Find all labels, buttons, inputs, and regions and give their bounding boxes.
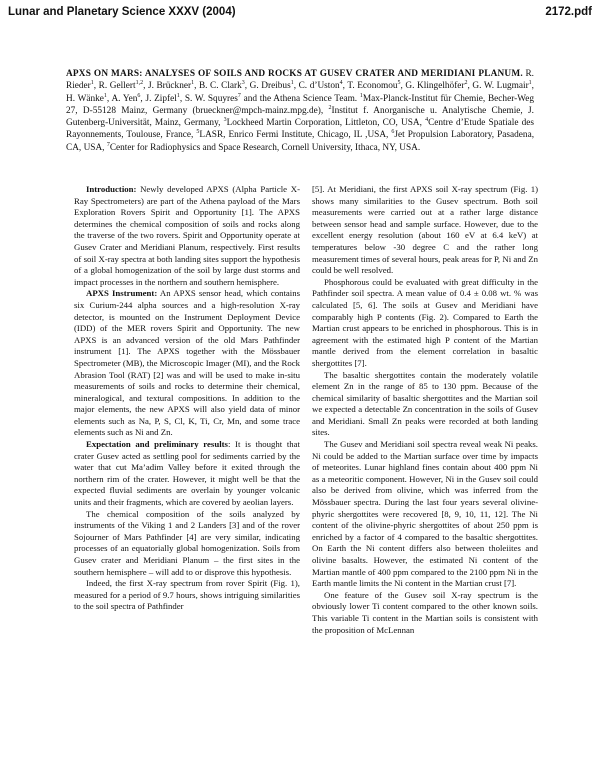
affiliation-text: Lockheed Martin Corporation, Littleton, CO, USA, xyxy=(226,118,422,129)
author-affiliation-mark: 1 xyxy=(176,92,180,99)
affiliation-mark: 4 xyxy=(425,117,429,124)
affiliation-text: LASR, Enrico Fermi Institute, Chicago, IL ,USA, xyxy=(199,130,389,141)
paragraph-text: The Gusev and Meridiani soil spectra reveal weak Ni peaks. Ni could be added to the Martian surface over time by impacts of meteorites. Lunar highland fines contain about 400 ppm Ni as a meteoritic component. However, Ni in the Gusev soil could also be derived from olivine, which was inferred from the Mössbauer spectra. During the last four years several olivine-phyric shergottites were recovered [8, 9, 10, 11, 12]. The Ni content of the olivine-phyric shergottites of about 250 ppm is enriched by a factor of 4 compared to the basaltic shergottites. On Earth the Ni content differs also between tholeiites and olivine basalts. However, the estimated Ni content of the Martian mantle of 400 ppm compared to the 2100 ppm Ni in the Earth mantle limits the Ni content in the Martian crust [7]. xyxy=(312,439,538,589)
body-paragraph xyxy=(312,277,538,370)
affiliation-mark: 5 xyxy=(196,129,200,136)
right-column xyxy=(312,184,538,636)
author-affiliation-mark: 1 xyxy=(290,80,294,87)
affiliation-mark: 3 xyxy=(223,117,227,124)
body-paragraph xyxy=(312,590,538,636)
affiliation-text: Jet Propulsion Laboratory, Pasadena, CA, USA, xyxy=(66,130,535,153)
body-paragraph xyxy=(74,578,300,613)
author-affiliation-mark: 7 xyxy=(237,92,241,99)
author-name: C. d’Uston xyxy=(298,81,340,92)
author-name: H. Wänke xyxy=(66,93,104,104)
affiliation-text: Institut f. Anorganische u. Analytische Chemie, J. Gutenberg-Universität, Mainz, Germany, xyxy=(66,105,534,129)
body-paragraph xyxy=(74,184,300,288)
body-paragraph xyxy=(74,439,300,509)
affiliation-text: Centre d’Etude Spatiale des Rayonnements, Toulouse, France, xyxy=(66,118,535,141)
author-affiliation-mark: 1 xyxy=(103,92,107,99)
paragraph-text: The basaltic shergottites contain the moderately volatile element Zn in the range of 85 to 130 ppm. Because of the chemical similarity of basaltic shergottites and the Martian soil we expected a detectable Zn concentration in the soils of Gusev and Meridiani. Small Zn peaks were recorded at both landing sites. xyxy=(312,369,538,438)
author-affiliation-mark: 4 xyxy=(339,80,343,87)
paragraph-text: The chemical composition of the soils analyzed by instruments of the Viking 1 and 2 Landers [3] and of the rover Sojourner of Mars Pathfinder [4] are very similar, indicating processes of an equatorially global homogenization. Soils from Gusev crater and Meridiani Planum – the first sites in the southern hemisphere – will add to or disprove this hypothesis. xyxy=(74,508,300,577)
conference-name: Lunar and Planetary Science XXXV (2004) xyxy=(8,6,236,18)
section-heading: Expectation and preliminary results xyxy=(86,439,228,450)
author-list: R. Rieder$^1$, R. Gellert$^{1,2}$, J. Brückner$^1$, B. C. Clark$^3$, G. Dreibus$^1$, C. d’Uston$^4$, T. Economou$^5$, G. Klingelhöfer$^2$, G. W. Lugmair$^1$, H. Wänke$^1$, A. Yen$^6$, J. Zipfel$^1$, S. W. Squyres$^7$ and the Athena Science Team. xyxy=(66,69,534,104)
author-affiliation-mark: 5 xyxy=(397,80,401,87)
author-affiliation-mark: 1,2 xyxy=(135,80,144,87)
affiliation-mark: 1 xyxy=(359,92,363,99)
section-heading: Introduction: xyxy=(86,184,137,194)
author-affiliation-mark: 3 xyxy=(241,80,245,87)
author-affiliation-mark: 2 xyxy=(464,80,468,87)
section-heading: APXS Instrument: xyxy=(86,288,158,299)
affiliation-mark: 2 xyxy=(328,104,332,111)
body-paragraph xyxy=(312,370,538,440)
body-paragraph xyxy=(312,184,538,277)
paragraph-text: [5]. At Meridiani, the first APXS soil X-ray spectrum (Fig. 1) shows many similarities to the Gusev spectrum. Both soil measurements were carried out at a rather large distance between sensor head and sample surface. However, due to the excellent energy resolution (about 160 eV at 6.4 keV) at temperatures below -30 degree C and the rather long measurement times of several hours, peak areas for P, Ni and Zn could be well resolved. xyxy=(312,184,538,276)
pdf-number: 2172.pdf xyxy=(545,6,592,18)
author-name: T. Economou xyxy=(347,81,398,92)
author-name: B. C. Clark xyxy=(198,81,242,92)
paragraph-text: Newly developed APXS (Alpha Particle X-Ray Spectrometers) are part of the Athena payload of the Mars Exploration Rovers Spirit and Opportunity [1]. The APXS determines the chemical composition of soils and rocks along the traverse of the two rovers. Spirit and Opportunity operate at Gusev Crater and Meridiani Planum, respectively. First results of soil X-ray spectra at both landing sites support the hypothesis of a global homogenization of the soil by large dust storms and impact processes in the northern and southern hemisphere. xyxy=(74,184,300,287)
author-affiliation-mark: 6 xyxy=(137,92,141,99)
body-paragraph xyxy=(74,288,300,439)
author-name: G. Klingelhöfer xyxy=(405,81,465,92)
author-name: G. W. Lugmair xyxy=(472,81,529,92)
affiliation-mark: 6 xyxy=(391,129,395,136)
affiliation-text: Max-Planck-Institut für Chemie, Becher-Weg 27, D-55128 Mainz, Germany (brueckner@mpch-mainz.mpg.de), xyxy=(66,93,535,116)
author-affiliation-mark: 1 xyxy=(528,80,532,87)
author-name: A. Yen xyxy=(111,93,138,104)
paragraph-text: One feature of the Gusev soil X-ray spectrum is the obviously lower Ti content compared to the other known soils. This variable Ti content in the Martian soils is consistent with the proposition of McLennan xyxy=(312,589,538,635)
paragraph-text: : It is thought that crater Gusev acted as settling pool for sediments carried by the water that cut Ma’adim Valley before it exited through the northern rim of the crater. However, it might well be that the expected fluvial sediments are overlain by younger volcanic units and their fragments, which are covered by aeolian layers. xyxy=(74,439,300,508)
paper-title: APXS ON MARS: ANALYSES OF SOILS AND ROCKS AT GUSEV CRATER AND MERIDIANI PLANUM. xyxy=(66,69,523,79)
author-name: G. Dreibus xyxy=(249,81,291,92)
author-name: R. Gellert xyxy=(98,81,136,92)
author-name: J. Brückner xyxy=(147,81,192,92)
author-name: S. W. Squyres xyxy=(184,93,238,104)
author-affiliation-mark: 1 xyxy=(191,80,195,87)
affiliation-text: Center for Radiophysics and Space Research, Cornell University, Ithaca, NY, USA. xyxy=(109,142,421,153)
author-name: R. Rieder xyxy=(66,69,534,92)
body-paragraph xyxy=(74,509,300,579)
author-affiliation-mark: 1 xyxy=(90,80,94,87)
paper-header xyxy=(66,68,534,154)
author-name: J. Zipfel xyxy=(145,93,177,104)
paragraph-text: An APXS sensor head, which contains six Curium-244 alpha sources and a high-resolution X-ray detector, is mounted on the Instrument Deployment Device (IDD) of the MER rovers Spirit and Opportunity. The new APXS is an advanced version of the old Mars Pathfinder instrument [1]. The APXS together with the Mössbauer Spectrometer (MB), the Microscopic Imager (MI), and the Rock Abrasion Tool (RAT) [2] was and will be used to make in-situ measurements of soils and rocks to determine their chemical, mineralogical, and textural compositions. In addition to the major elements, the new APXS will also yield data of minor elements such as Na, P, S, Cl, K, Ti, Cr, Mn, and some trace elements such as Ni and Zn. xyxy=(74,288,300,438)
affiliation-mark: 7 xyxy=(106,141,110,148)
author-list-tail: and the Athena Science Team. xyxy=(243,93,358,104)
running-header xyxy=(8,6,592,20)
body-paragraph xyxy=(312,439,538,590)
paragraph-text: Indeed, the first X-ray spectrum from rover Spirit (Fig. 1), measured for a period of 9.7 hours, shows intriguing similarities to the soil spectra of Pathfinder xyxy=(74,578,300,612)
paragraph-text: Phosphorous could be evaluated with great difficulty in the Pathfinder soil spectra. A mean value of 0.4 ± 0.08 wt. % was calculated [5, 6]. The soils at Gusev and Meridiani have comparably high P contents (Fig. 2). Compared to Earth the Martian crust appears to be enriched in phosphorous. This is in agreement with the estimated high P content of the Martian mantle derived from the element correlation in basaltic shergottites [7]. xyxy=(312,276,538,368)
left-column xyxy=(74,184,300,613)
